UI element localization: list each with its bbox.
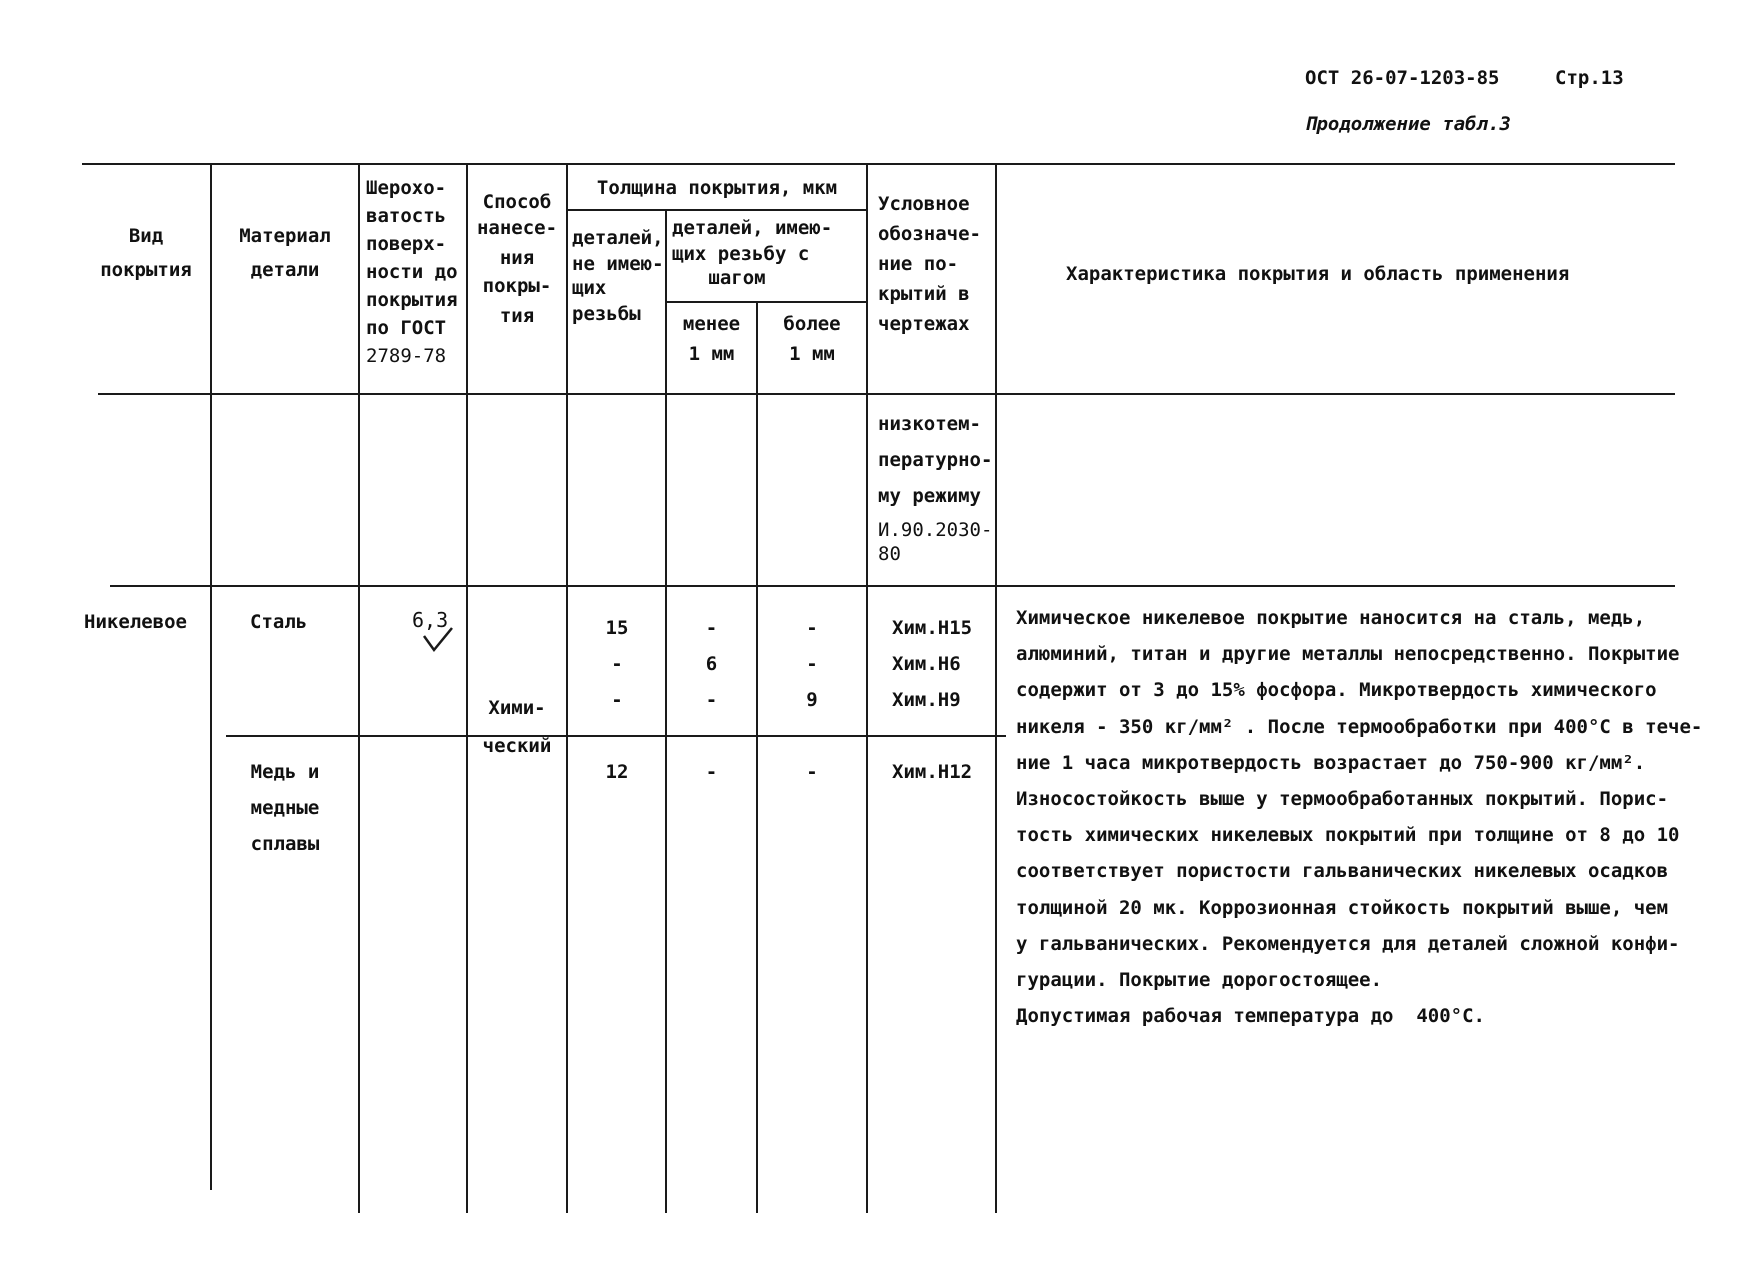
- method-line1: Хими-: [488, 697, 546, 719]
- header-roughness-line1: Шерохо-: [366, 177, 447, 199]
- steel-less-1: -: [705, 617, 718, 639]
- header-material-line1: Материал: [239, 225, 331, 247]
- continuation-bottom-rule: [110, 585, 1675, 587]
- steel-no-thread-1: 15: [605, 617, 629, 639]
- continued-designation-line4: И.90.2030-: [878, 519, 993, 541]
- continued-designation-line2: пературно-: [878, 449, 993, 471]
- description-line-1: Химическое никелевое покрытие наносится на сталь, медь,: [1016, 607, 1646, 629]
- steel-more-3: 9: [806, 689, 818, 711]
- method-line2: ческий: [482, 735, 552, 757]
- header-more-line1: более: [783, 313, 841, 335]
- header-no-thread-line3: щих: [572, 277, 607, 299]
- steel-less-3: -: [705, 689, 718, 711]
- header-bottom-rule: [98, 393, 1675, 395]
- header-roughness-line5: покрытия: [366, 289, 458, 311]
- header-roughness-line7: 2789-78: [366, 345, 447, 367]
- steel-no-thread-3: -: [611, 689, 623, 711]
- header-vid-line2: покрытия: [100, 259, 192, 281]
- description-line-6: Износостойкость выше у термообработанных покрытий. Порис-: [1016, 788, 1669, 811]
- page-number: Стр.13: [1555, 67, 1624, 89]
- header-roughness-line2: ватость: [366, 205, 447, 227]
- material-copper-line2: медные: [250, 797, 320, 819]
- table-continuation-label: Продолжение табл.3: [1305, 113, 1511, 135]
- col-divider-6: [756, 301, 758, 1213]
- thickness-subheader-rule: [568, 209, 866, 211]
- document-code: ОСТ 26-07-1203-85: [1305, 67, 1500, 89]
- header-vid-line1: Вид: [128, 225, 164, 247]
- description-line-3: содержит от 3 до 15% фосфора. Микротвердость химического: [1016, 679, 1657, 702]
- description-line-8: соответствует пористости гальванических никелевых осадков: [1016, 860, 1669, 883]
- header-roughness-line4: ности до: [366, 261, 458, 283]
- description-line-5: ние 1 часа микротвердость возрастает до 750-900 кг/мм².: [1016, 751, 1646, 774]
- description-line-9: толщиной 20 мк. Коррозионная стойкость покрытий выше, чем: [1016, 896, 1669, 919]
- header-thread-group-line2: щих резьбу с: [672, 243, 810, 265]
- steel-copper-separator: [226, 735, 1006, 737]
- material-copper-line1: Медь и: [250, 761, 320, 783]
- description-line-12: Допустимая рабочая температура до 400°С.: [1016, 1005, 1485, 1028]
- copper-designation: Хим.Н12: [892, 761, 973, 783]
- header-method-line1: Способ: [482, 191, 552, 213]
- continued-designation-line5: 80: [878, 543, 901, 565]
- header-designation-line1: Условное: [878, 193, 970, 215]
- roughness-check-icon: [422, 626, 454, 654]
- header-roughness-line3: поверх-: [366, 233, 447, 255]
- description-line-7: тость химических никелевых покрытий при толщине от 8 до 10: [1016, 824, 1680, 847]
- steel-more-1: -: [806, 617, 818, 639]
- header-thickness-group: Толщина покрытия, мкм: [596, 177, 838, 199]
- header-designation-line4: крытий в: [878, 283, 970, 305]
- description-line-11: гурации. Покрытие дорогостоящее.: [1016, 969, 1383, 992]
- header-designation-line5: чертежах: [878, 313, 970, 335]
- pitch-subheader-rule: [665, 301, 866, 303]
- steel-designation-3: Хим.Н9: [892, 689, 961, 711]
- steel-more-2: -: [806, 653, 818, 675]
- description-line-2: алюминий, титан и другие металлы непосредственно. Покрытие: [1016, 643, 1680, 666]
- description-line-4: никеля - 350 кг/мм² . После термообработки при 400°С в тече-: [1016, 715, 1703, 738]
- coating-type: Никелевое: [84, 611, 187, 633]
- description-line-10: у гальванических. Рекомендуется для деталей сложной конфи-: [1016, 932, 1680, 955]
- header-no-thread-line2: не имею-: [572, 253, 664, 275]
- table-top-rule: [82, 163, 1675, 165]
- copper-no-thread: 12: [605, 761, 629, 783]
- material-steel: Сталь: [250, 611, 308, 633]
- col-divider-2: [358, 163, 360, 1213]
- header-method-line2: нанесе-: [476, 217, 558, 239]
- steel-no-thread-2: -: [611, 653, 623, 675]
- continued-designation-line3: му режиму: [878, 485, 981, 507]
- header-less-line1: менее: [682, 313, 741, 335]
- header-method-line3: ния: [499, 247, 535, 269]
- copper-more: -: [806, 761, 818, 783]
- steel-designation-2: Хим.Н6: [892, 653, 961, 675]
- header-designation-line2: обозначе-: [878, 223, 981, 245]
- header-designation-line3: ние по-: [878, 253, 959, 275]
- header-no-thread-line1: деталей,: [572, 227, 664, 249]
- header-thread-group-line1: деталей, имею-: [672, 217, 833, 239]
- header-less-line2: 1 мм: [688, 343, 735, 365]
- roughness-value: 6,3: [412, 608, 449, 632]
- header-method-line5: тия: [499, 305, 535, 327]
- header-method-line4: покры-: [482, 275, 552, 297]
- header-material-line2: детали: [250, 259, 320, 281]
- steel-designation-1: Хим.Н15: [892, 617, 973, 639]
- header-no-thread-line4: резьбы: [572, 303, 641, 325]
- continued-designation-line1: низкотем-: [878, 413, 981, 435]
- coating-description: [1016, 600, 1703, 1034]
- header-characteristic: Характеристика покрытия и область применения: [1066, 263, 1570, 285]
- col-divider-7: [866, 163, 868, 1213]
- header-more-line2: 1 мм: [789, 343, 835, 365]
- copper-less: -: [705, 761, 718, 783]
- header-thread-group-line3: шагом: [708, 267, 766, 289]
- steel-less-2: 6: [705, 653, 718, 675]
- col-divider-1: [210, 163, 212, 1190]
- header-roughness-line6: по ГОСТ: [366, 317, 447, 339]
- col-divider-8: [995, 163, 997, 1213]
- material-copper-line3: сплавы: [250, 833, 320, 855]
